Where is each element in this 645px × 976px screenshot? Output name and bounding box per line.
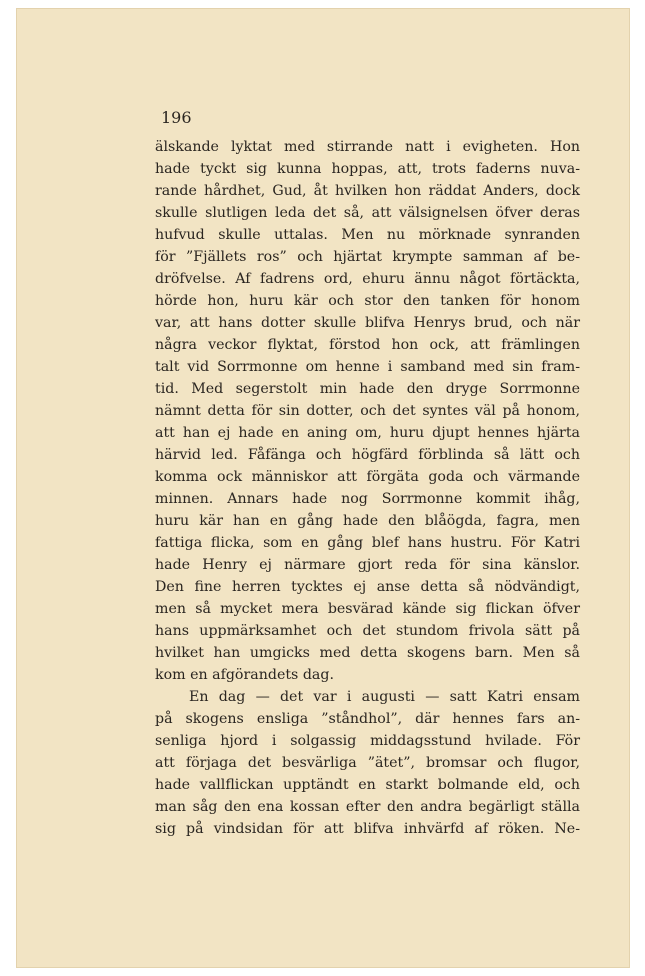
text-line: hade vallflickan upptändt en starkt bolmande eld, och: [155, 777, 580, 793]
paragraph-first-line: En dag — det var i augusti — satt Katri ensam: [189, 689, 580, 705]
text-line: var, att hans dotter skulle blifva Henrys brud, och när: [155, 315, 580, 331]
text-line: hvilket han umgicks med detta skogens barn. Men så: [155, 645, 580, 661]
text-line: talt vid Sorrmonne om henne i samband med sin fram-: [155, 359, 580, 375]
body-text: [155, 136, 580, 840]
text-line: hade tyckt sig kunna hoppas, att, trots faderns nuva-: [155, 161, 580, 177]
page-number: 196: [161, 108, 192, 127]
text-line: nämnt detta för sin dotter, och det syntes väl på honom,: [155, 403, 580, 419]
text-line: hade Henry ej närmare gjort reda för sina känslor.: [155, 557, 580, 573]
text-line: hufvud skulle uttalas. Men nu mörknade synranden: [155, 227, 580, 243]
text-line: hörde hon, huru kär och stor den tanken för honom: [155, 293, 580, 309]
text-line: fattiga flicka, som en gång blef hans hustru. För Katri: [155, 535, 580, 551]
text-line: härvid led. Fåfänga och högfärd förblinda så lätt och: [155, 447, 580, 463]
text-line: för ”Fjällets ros” och hjärtat krympte samman af be-: [155, 249, 580, 265]
text-line: att förjaga det besvärliga ”ätet”, bromsar och flugor,: [155, 755, 580, 771]
text-line: man såg den ena kossan efter den andra begärligt ställa: [155, 799, 580, 815]
text-line: älskande lyktat med stirrande natt i evigheten. Hon: [155, 139, 580, 155]
text-line: tid. Med segerstolt min hade den dryge Sorrmonne: [155, 381, 580, 397]
text-line: minnen. Annars hade nog Sorrmonne kommit ihåg,: [155, 491, 580, 507]
text-line: några veckor flyktat, förstod hon ock, att främlingen: [155, 337, 580, 353]
text-line: komma ock människor att förgäta goda och värmande: [155, 469, 580, 485]
text-line: att han ej hade en aning om, huru djupt hennes hjärta: [155, 425, 580, 441]
text-line: rande hårdhet, Gud, åt hvilken hon räddat Anders, dock: [155, 183, 580, 199]
text-line: senliga hjord i solgassig middagsstund hvilade. För: [155, 733, 580, 749]
text-line: huru kär han en gång hade den blåögda, fagra, men: [155, 513, 580, 529]
paragraph-last-line: kom en afgörandets dag.: [155, 667, 334, 683]
text-line: hans uppmärksamhet och det stundom frivola sätt på: [155, 623, 580, 639]
text-line: dröfvelse. Af fadrens ord, ehuru ännu något förtäckta,: [155, 271, 580, 287]
text-line: Den fine herren tycktes ej anse detta så nödvändigt,: [155, 579, 580, 595]
text-line: på skogens ensliga ”ståndhol”, där hennes fars an-: [155, 711, 580, 727]
text-line: skulle slutligen leda det så, att välsignelsen öfver deras: [155, 205, 580, 221]
text-line: men så mycket mera besvärad kände sig flickan öfver: [155, 601, 580, 617]
book-page: [16, 8, 630, 968]
text-line: sig på vindsidan för att blifva inhvärfd af röken. Ne-: [155, 821, 580, 837]
